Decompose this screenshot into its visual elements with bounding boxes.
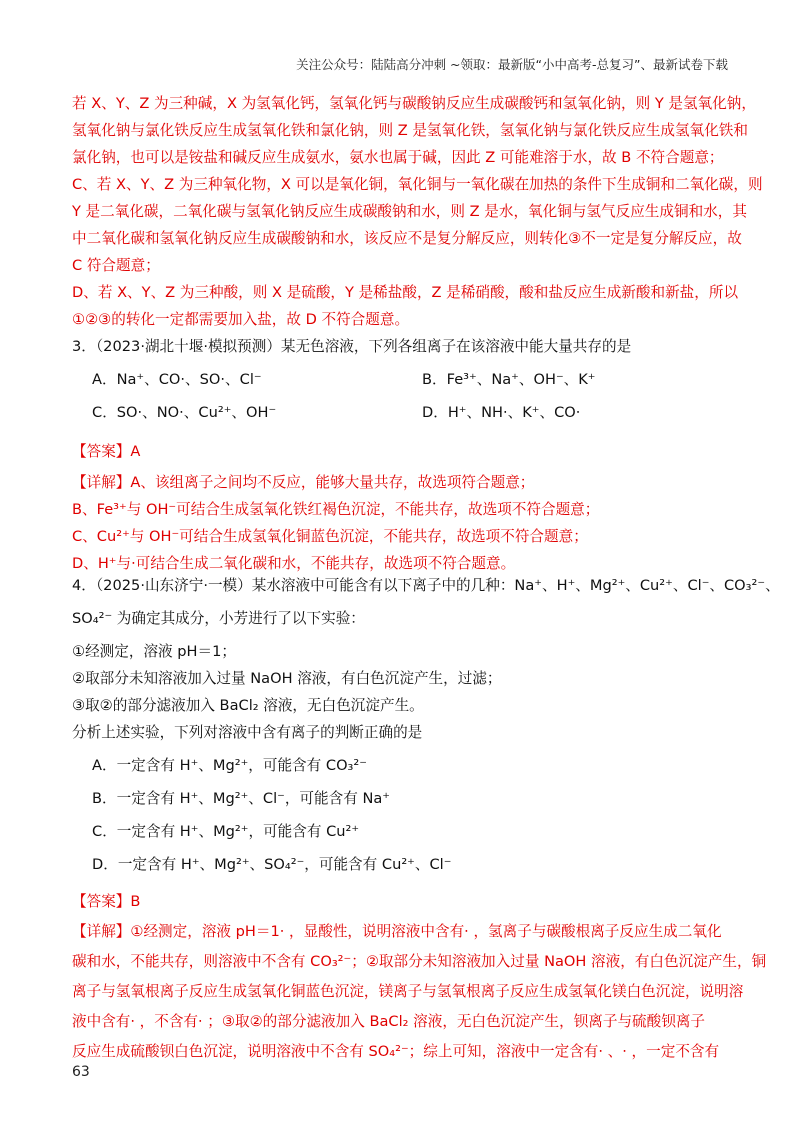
text-line: 中二氧化碳和氢氧化钠反应生成碳酸钠和水，该反应不是复分解反应，则转化③不一定是复分解反应，故 <box>72 230 742 247</box>
option-d: D．H⁺、NH⋅、K⁺、CO⋅ <box>422 404 581 421</box>
answer-explanation <box>72 469 732 577</box>
text-line: 【详解】①经测定，溶液 pH＝1⋅ ，显酸性，说明溶液中含有⋅ ，氢离子与碳酸根离子反应生成二氧化 <box>72 923 722 940</box>
text-line: 【详解】A、该组离子之间均不反应，能够大量共存，故选项符合题意； <box>72 474 535 491</box>
text-line: 液中含有⋅ ，不含有⋅ ；③取②的部分滤液加入 BaCl₂ 溶液，无白色沉淀产生，钡离子与硫酸钡离子 <box>72 1013 706 1030</box>
prev-explanation <box>72 90 763 333</box>
option-a: A．一定含有 H⁺、Mg²⁺，可能含有 CO₃²⁻ <box>92 757 367 774</box>
option-a: A．Na⁺、CO⋅、SO⋅、Cl⁻ <box>92 371 262 388</box>
text-line: ①②③的转化一定都需要加入盐，故 D 不符合题意。 <box>72 311 410 328</box>
text-line: D、若 X、Y、Z 为三种酸，则 X 是硫酸，Y 是稀盐酸，Z 是稀硝酸，酸和盐反应生成新酸和新盐，所以 <box>72 284 739 301</box>
text-line: C 符合题意； <box>72 257 160 274</box>
text-line: Y 是二氧化碳，二氧化碳与氢氧化钠反应生成碳酸钠和水，则 Z 是水，氧化铜与氢气反应生成铜和水，其 <box>72 203 747 220</box>
text-line: 氯化钠，也可以是铵盐和碱反应生成氨水，氨水也属于碱，因此 Z 可能难溶于水，故 B 不符合题意； <box>72 149 724 166</box>
text-line: C、若 X、Y、Z 为三种氧化物，X 可以是氧化铜，氧化铜与一氧化碳在加热的条件下生成铜和二氧化碳，则 <box>72 176 763 193</box>
text-line: C、Cu²⁺与 OH⁻可结合生成氢氧化铜蓝色沉淀，不能共存，故选项不符合题意； <box>72 528 588 545</box>
question-3 <box>72 333 732 577</box>
option-b: B．一定含有 H⁺、Mg²⁺、Cl⁻，可能含有 Na⁺ <box>92 790 391 807</box>
question-stem: 3．（2023·湖北十堰·模拟预测）某无色溶液，下列各组离子在该溶液中能大量共存的是 <box>72 338 632 355</box>
answer-label: 【答案】B <box>72 893 141 910</box>
text-line: 碳和水，不能共存，则溶液中不含有 CO₃²⁻；②取部分未知溶液加入过量 NaOH 溶液，有白色沉淀产生，铜 <box>72 953 767 970</box>
answer-explanation <box>72 917 767 1067</box>
option-c: C．SO⋅、NO⋅、Cu²⁺、OH⁻ <box>92 404 277 421</box>
option-d: D．一定含有 H⁺、Mg²⁺、SO₄²⁻，可能含有 Cu²⁺、Cl⁻ <box>92 856 452 873</box>
option-b: B．Fe³⁺、Na⁺、OH⁻、K⁺ <box>422 371 596 388</box>
text-line: 反应生成硫酸钡白色沉淀，说明溶液中不含有 SO₄²⁻；综上可知，溶液中一定含有⋅ 、⋅ ，一定不含有 <box>72 1043 720 1060</box>
question-ask: 分析上述实验，下列对溶液中含有离子的判断正确的是 <box>72 724 423 741</box>
page-number: 63 <box>72 1064 90 1080</box>
experiment-step: ①经测定，溶液 pH＝1； <box>72 643 236 660</box>
text-line: D、H⁺与⋅可结合生成二氧化碳和水，不能共存，故选项不符合题意。 <box>72 555 516 572</box>
question-4 <box>72 572 780 1067</box>
page-header: 关注公众号：陆陆高分冲刺 ~领取：最新版“小中高考-总复习”、最新试卷下载 <box>296 57 728 72</box>
experiment-step: ③取②的部分滤液加入 BaCl₂ 溶液，无白色沉淀产生。 <box>72 697 424 714</box>
experiment-step: ②取部分未知溶液加入过量 NaOH 溶液，有白色沉淀产生，过滤； <box>72 670 502 687</box>
answer-label: 【答案】A <box>72 443 141 460</box>
option-row <box>72 399 732 426</box>
text-line: B、Fe³⁺与 OH⁻可结合生成氢氧化铁红褐色沉淀，不能共存，故选项不符合题意； <box>72 501 600 518</box>
question-stem: SO₄²⁻ 为确定其成分，小芳进行了以下实验： <box>72 610 365 627</box>
text-line: 氢氧化钠与氯化铁反应生成氢氧化铁和氯化钠，则 Z 是氢氧化铁，氢氧化钠与氯化铁反应生成氢氧化铁和 <box>72 122 748 139</box>
option-row <box>72 366 732 393</box>
option-c: C．一定含有 H⁺、Mg²⁺，可能含有 Cu²⁺ <box>92 823 360 840</box>
text-line: 离子与氢氧根离子反应生成氢氧化铜蓝色沉淀，镁离子与氢氧根离子反应生成氢氧化镁白色沉淀，说明溶 <box>72 983 744 1000</box>
text-line: 若 X、Y、Z 为三种碱，X 为氢氧化钙，氢氧化钙与碳酸钠反应生成碳酸钙和氢氧化钠，则 Y 是氢氧化钠， <box>72 95 756 112</box>
question-stem: 4．（2025·山东济宁·一模）某水溶液中可能含有以下离子中的几种：Na⁺、H⁺、Mg²⁺、Cu²⁺、Cl⁻、CO₃²⁻、 <box>72 577 780 594</box>
